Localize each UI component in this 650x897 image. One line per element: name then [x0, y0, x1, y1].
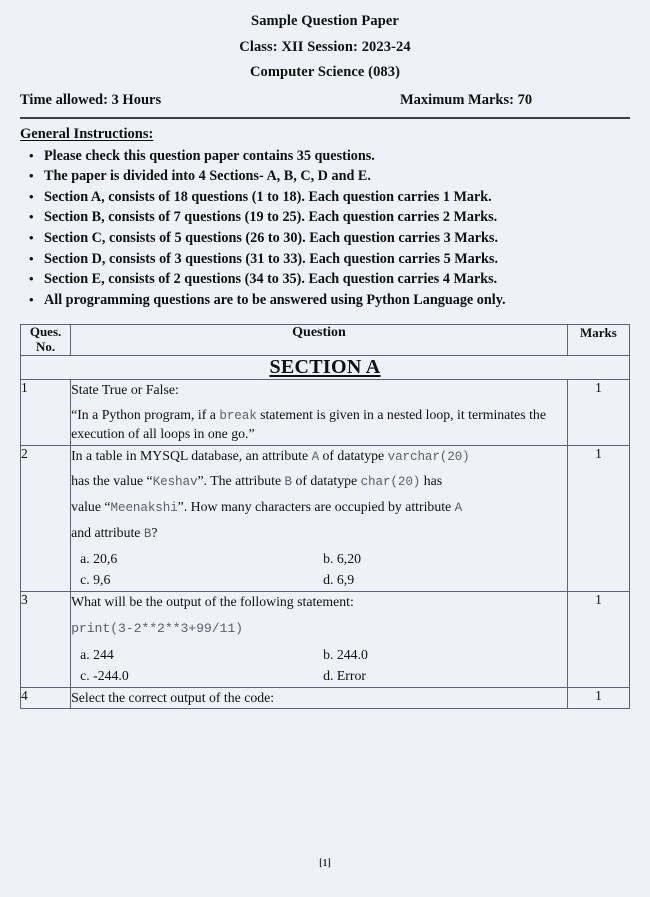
table-row — [21, 380, 630, 445]
option-row — [71, 665, 567, 686]
inline-code: B — [284, 475, 292, 490]
text-fragment: of datatype — [292, 473, 361, 489]
question-text-line: State True or False: — [71, 382, 179, 398]
section-heading-row — [21, 356, 630, 380]
question-content — [71, 687, 568, 708]
option-d[interactable]: d. 6,9 — [323, 572, 355, 588]
question-number: 4 — [21, 687, 71, 708]
general-instructions — [20, 126, 630, 311]
option-b[interactable]: b. 6,20 — [323, 550, 362, 566]
text-fragment: of datatype — [319, 447, 388, 463]
section-heading-text: SECTION A — [269, 356, 381, 379]
option-row — [71, 548, 567, 569]
question-text-line — [71, 446, 567, 467]
inline-code: break — [219, 409, 257, 424]
column-header-question: Question — [71, 325, 568, 356]
statement-suffix: statement is given in a nested loop, it terminates the execution of all loops in one go.” — [71, 407, 546, 442]
option-c[interactable]: c. -244.0 — [80, 667, 129, 683]
question-text-line — [71, 518, 567, 544]
header-divider — [20, 117, 630, 119]
option-b[interactable]: b. 244.0 — [323, 646, 368, 662]
code-snippet: print(3-2**2**3+99/11) — [71, 620, 243, 636]
inline-code: A — [454, 501, 463, 516]
inline-code: varchar(20) — [387, 449, 470, 464]
text-fragment: value “ — [71, 499, 111, 515]
text-fragment: and attribute — [71, 524, 144, 540]
page-title: Sample Question Paper — [251, 13, 399, 29]
answer-options — [71, 639, 567, 687]
question-marks: 1 — [567, 687, 629, 708]
section-heading-cell — [21, 356, 630, 380]
question-text-line — [71, 492, 567, 518]
list-item: • Please check this question paper contains 35 questions. — [20, 146, 630, 167]
text-fragment: ”. How many characters are occupied by attribute — [177, 499, 455, 515]
option-a[interactable]: a. 244 — [80, 646, 114, 662]
option-row — [71, 570, 567, 591]
question-content — [71, 380, 568, 445]
column-header-ques-no — [21, 325, 71, 356]
list-item: • Section C, consists of 5 questions (26 to 30). Each question carries 3 Marks. — [20, 228, 630, 249]
table-header-row — [21, 325, 630, 356]
inline-code: Keshav — [152, 475, 198, 490]
option-d[interactable]: d. Error — [323, 667, 366, 683]
list-item: • Section B, consists of 7 questions (19 to 25). Each question carries 2 Marks. — [20, 207, 630, 228]
column-header-marks: Marks — [567, 325, 629, 356]
inline-code: Meenakshi — [110, 501, 178, 516]
inline-code: B — [143, 526, 152, 541]
list-item: • The paper is divided into 4 Sections- A, B, C, D and E. — [20, 166, 630, 187]
text-fragment: ? — [151, 524, 158, 540]
page-footer — [0, 858, 650, 869]
question-text-line: What will be the output of the following statement: — [71, 594, 354, 610]
list-item: • All programming questions are to be answered using Python Language only. — [20, 290, 630, 311]
column-header-ques-no-line1: Ques. — [29, 324, 62, 340]
text-fragment: In a table in MYSQL database, an attribute — [71, 447, 312, 463]
question-marks: 1 — [567, 592, 629, 688]
option-row — [71, 644, 567, 665]
answer-options — [71, 543, 567, 591]
list-item: • Section A, consists of 18 questions (1 to 18). Each question carries 1 Mark. — [20, 187, 630, 208]
list-item: • Section E, consists of 2 questions (34 to 35). Each question carries 4 Marks. — [20, 269, 630, 290]
question-marks: 1 — [567, 445, 629, 592]
questions-table — [20, 324, 630, 709]
question-text-line: Select the correct output of the code: — [71, 689, 275, 705]
text-fragment: has the value “ — [71, 473, 153, 489]
question-content — [71, 445, 568, 592]
question-number: 2 — [21, 445, 71, 592]
subject-line: Computer Science (083) — [249, 64, 401, 80]
class-session-line: Class: XII Session: 2023-24 — [239, 38, 411, 55]
page-number: [1] — [319, 858, 331, 869]
list-item: • Section D, consists of 3 questions (31 to 33). Each question carries 5 Marks. — [20, 248, 630, 269]
option-a[interactable]: a. 20,6 — [80, 550, 118, 566]
option-c[interactable]: c. 9,6 — [80, 572, 111, 588]
inline-code: A — [311, 449, 320, 464]
instructions-heading: General Instructions: — [20, 125, 154, 142]
question-statement — [71, 400, 567, 444]
text-fragment: ”. The attribute — [197, 473, 285, 489]
table-row — [21, 445, 630, 592]
inline-code: char(20) — [360, 475, 421, 490]
table-row — [21, 687, 630, 708]
table-row — [21, 592, 630, 688]
questions-table-wrapper — [20, 324, 630, 709]
time-allowed-label: Time allowed: 3 Hours — [20, 91, 162, 108]
time-and-marks-row — [20, 92, 630, 109]
instructions-list — [20, 146, 630, 311]
document-header — [0, 0, 650, 86]
question-content — [71, 592, 568, 688]
question-number: 1 — [21, 380, 71, 445]
question-text-line — [71, 466, 567, 492]
text-fragment: has — [420, 473, 443, 489]
question-number: 3 — [21, 592, 71, 688]
column-header-ques-no-line2: No. — [35, 338, 56, 354]
question-marks: 1 — [567, 380, 629, 445]
maximum-marks-label: Maximum Marks: 70 — [400, 91, 533, 108]
statement-prefix: “In a Python program, if a — [71, 407, 220, 423]
